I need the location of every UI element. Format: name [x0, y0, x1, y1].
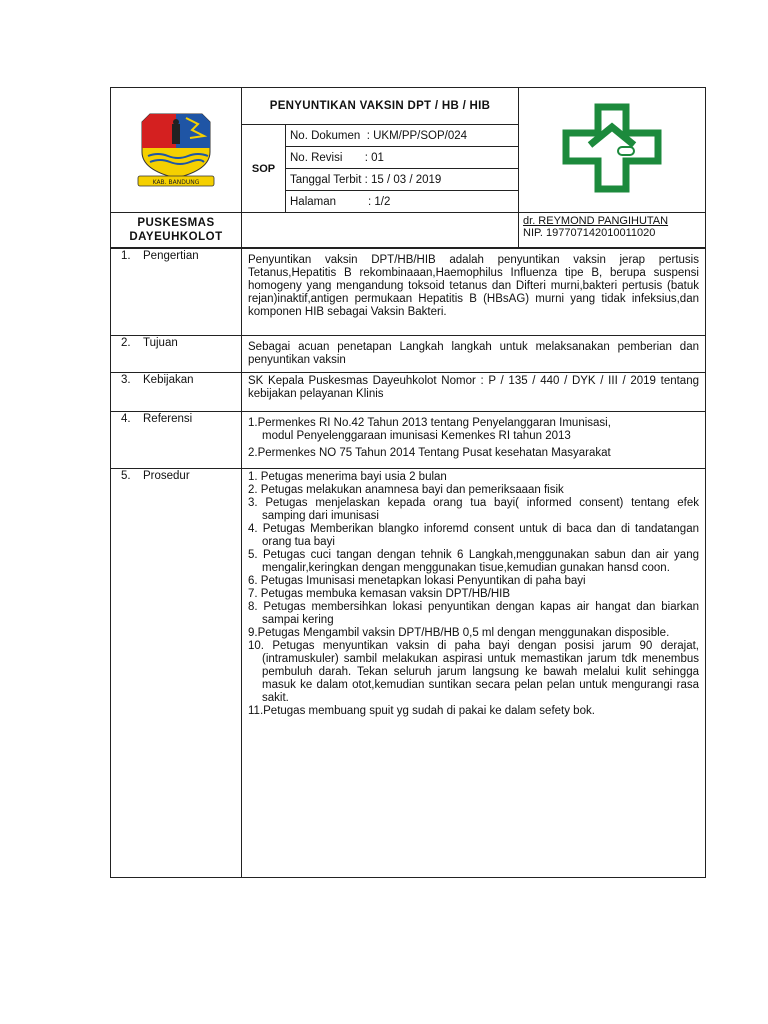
referensi-item-1b: modul Penyelenggaraan imunisasi Kemenkes RI tahun 2013 — [262, 430, 571, 442]
prosedur-step: 10. Petugas menyuntikan vaksin di paha bayi dengan posisi jarum 90 derajat, (intramuskuler) sambil melakukan aspirasi untuk memastikan jarum tdk menembus pembuluh darah. Tekan seluruh jarum langsung ke bawah melalui kulit sehingga masuk ke dalam otot,kemudian suntikan secara pelan pelan untuk mengurangi rasa sakit. — [248, 640, 699, 704]
kebijakan-text: SK Kepala Puskesmas Dayeuhkolot Nomor : P / 135 / 440 / DYK / III / 2019 tentang kebijakan pelayanan Klinis — [248, 375, 699, 400]
kabupaten-logo-cell — [111, 88, 242, 213]
content-table — [110, 248, 706, 878]
prosedur-step: 6. Petugas Imunisasi menetapkan lokasi Penyuntikan di paha bayi — [248, 575, 586, 587]
section-number: 1. — [121, 250, 131, 262]
signer-name: dr. REYMOND PANGIHUTAN — [523, 215, 669, 227]
section-label: Pengertian — [143, 250, 199, 262]
no-dokumen: No. Dokumen : UKM/PP/SOP/024 — [286, 125, 519, 147]
referensi-item-2: 2.Permenkes NO 75 Tahun 2014 Tentang Pusat kesehatan Masyarakat — [248, 447, 611, 459]
no-revisi: No. Revisi : 01 — [286, 147, 519, 169]
section-number: 3. — [121, 374, 131, 386]
puskesmas-logo-cell — [519, 88, 706, 213]
section-label: Kebijakan — [143, 374, 194, 386]
puskesmas-name — [111, 213, 242, 248]
signature-block — [519, 213, 706, 248]
section-tujuan — [111, 336, 706, 373]
sop-label: SOP — [242, 125, 286, 213]
section-pengertian — [111, 249, 706, 336]
section-label: Tujuan — [143, 337, 178, 349]
section-label: Prosedur — [143, 470, 190, 482]
prosedur-step: 3. Petugas menjelaskan kepada orang tua bayi( informed consent) tentang efek samping dari imunisasi — [248, 497, 699, 522]
prosedur-step: 5. Petugas cuci tangan dengan tehnik 6 Langkah,menggunakan sabun dan air yang mengalir,keringkan dengan menggunakan tisue,kemudian gunakan hansd coon. — [248, 549, 699, 574]
prosedur-step: 7. Petugas membuka kemasan vaksin DPT/HB/HIB — [248, 588, 511, 600]
section-number: 4. — [121, 413, 131, 425]
prosedur-step: 1. Petugas menerima bayi usia 2 bulan — [248, 471, 447, 483]
signer-nip: NIP. 197707142010011020 — [523, 227, 656, 239]
halaman: Halaman : 1/2 — [286, 191, 519, 213]
header-table — [110, 87, 706, 248]
prosedur-step: 11.Petugas membuang spuit yg sudah di pakai ke dalam sefety bok. — [248, 705, 595, 717]
logo-banner-text: KAB. BANDUNG — [152, 178, 200, 186]
tujuan-text: Sebagai acuan penetapan Langkah langkah untuk melaksanakan pemberian dan penyuntikan vaksin — [248, 341, 699, 366]
prosedur-step: 9.Petugas Mengambil vaksin DPT/HB/HB 0,5 ml dengan menggunakan disposible. — [248, 627, 670, 639]
prosedur-step: 2. Petugas melakukan anamnesa bayi dan pemeriksaaan fisik — [248, 484, 564, 496]
pengertian-text: Penyuntikan vaksin DPT/HB/HIB adalah penyuntikan vaksin jerap pertusis Tetanus,Hepatitis B rekombinaaan,Haemophilus Influenza tipe B, berupa suspensi homogeny yang mengandung toksoid tetanus dan Difteri murni,bakteri pertusis (batuk rejan)inaktif,antigen permukaan Hepatitis B (HBsAG) murni yang tidak infeksius,dan komponen HIB sebagai Vaksin Bakteri. — [248, 254, 699, 318]
section-referensi — [111, 412, 706, 469]
section-number: 2. — [121, 337, 131, 349]
sop-document — [110, 87, 705, 878]
prosedur-steps — [242, 469, 706, 878]
puskesmas-cross-logo-icon — [562, 103, 662, 193]
section-prosedur — [111, 469, 706, 878]
section-kebijakan — [111, 373, 706, 412]
document-title: PENYUNTIKAN VAKSIN DPT / HB / HIB — [242, 88, 519, 125]
prosedur-step: 8. Petugas membersihkan lokasi penyuntikan dengan kapas air hangat dan biarkan sampai kering — [248, 601, 699, 626]
puskesmas-line1: PUSKESMAS — [137, 217, 215, 229]
tanggal-terbit: Tanggal Terbit : 15 / 03 / 2019 — [286, 169, 519, 191]
kabupaten-emblem-icon — [128, 108, 224, 188]
referensi-item-1a: 1.Permenkes RI No.42 Tahun 2013 tentang Penyelanggaran Imunisasi, — [248, 417, 611, 429]
section-label: Referensi — [143, 413, 193, 425]
blank-cell — [242, 213, 519, 248]
section-number: 5. — [121, 470, 131, 482]
puskesmas-line2: DAYEUHKOLOT — [129, 231, 223, 243]
prosedur-step: 4. Petugas Memberikan blangko inforemd consent untuk di baca dan di tandatangan orang tua bayi — [248, 523, 699, 548]
